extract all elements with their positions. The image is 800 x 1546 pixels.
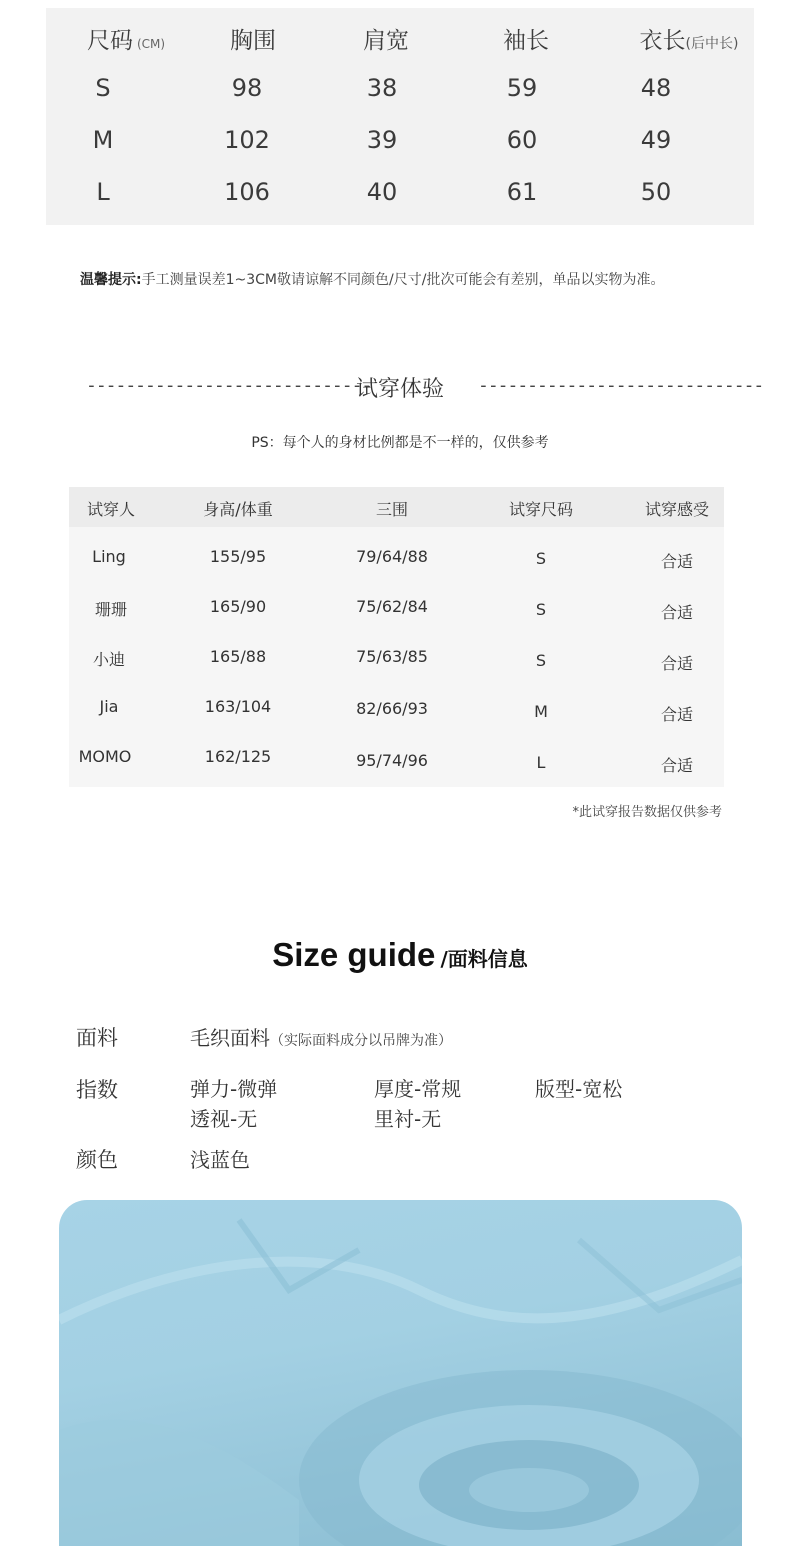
tryon-cell: 165/90: [209, 597, 267, 616]
size-cell: 106: [224, 178, 270, 206]
tryon-cell: 79/64/88: [356, 547, 428, 566]
tryon-header-height-weight: 身高/体重: [203, 500, 273, 519]
fabric-note: （实际面料成分以吊牌为准）: [270, 1033, 452, 1049]
size-cell: 38: [366, 74, 398, 102]
tryon-cell: Jia: [99, 697, 119, 716]
tryon-cell: 合适: [660, 552, 693, 571]
tryon-title: 试穿体验: [355, 377, 444, 402]
size-guide-subtitle: /面料信息: [440, 947, 528, 971]
tryon-cell: 75/62/84: [356, 597, 428, 616]
tryon-cell: 155/95: [209, 547, 267, 566]
size-table-header-shoulder: 肩宽: [363, 28, 409, 54]
tryon-header-person: 试穿人: [86, 500, 135, 519]
size-table-header-sleeve: 袖长: [503, 28, 549, 54]
left-dashed-divider: -----------------------------: [86, 375, 372, 396]
index-lining: 里衬-无: [374, 1107, 442, 1131]
color-value: 浅蓝色: [190, 1148, 250, 1172]
index-elasticity: 弹力-微弹: [190, 1077, 278, 1101]
tryon-cell: S: [535, 549, 547, 568]
size-cell: 40: [366, 178, 398, 206]
tryon-cell: L: [536, 753, 546, 772]
tip-text: 手工测量误差1~3CM敬请谅解不同颜色/尺寸/批次可能会有差别，单品以实物为准。: [141, 272, 665, 288]
size-table-header-length: 衣长(后中长): [639, 28, 739, 54]
size-cell: 102: [224, 126, 270, 154]
size-cell: 50: [640, 178, 672, 206]
size-cell: 59: [506, 74, 538, 102]
size-table-header-size: 尺码 (CM): [86, 28, 166, 54]
size-guide-heading: [0, 936, 800, 974]
tryon-header-feel: 试穿感受: [644, 500, 709, 519]
size-guide-title: Size guide: [272, 936, 436, 973]
size-cell: 60: [506, 126, 538, 154]
tryon-header-measurements: 三围: [375, 500, 408, 519]
tryon-cell: MOMO: [78, 747, 132, 766]
tryon-report-note: *此试穿报告数据仅供参考: [572, 805, 722, 820]
tryon-ps-note: PS：每个人的身材比例都是不一样的，仅供参考: [251, 435, 549, 451]
size-cell: L: [96, 178, 110, 206]
tryon-cell: 合适: [660, 603, 693, 622]
size-cell: 48: [640, 74, 672, 102]
tryon-cell: 珊珊: [94, 600, 127, 619]
color-label: 颜色: [76, 1148, 118, 1172]
size-table: [46, 8, 754, 225]
fabric-value: 毛织面料（实际面料成分以吊牌为准）: [190, 1026, 452, 1050]
tryon-cell: 95/74/96: [356, 751, 428, 770]
tryon-cell: S: [535, 651, 547, 670]
tryon-cell: 162/125: [204, 747, 272, 766]
tryon-cell: 小迪: [92, 650, 125, 669]
right-dashed-divider: -----------------------------: [478, 375, 764, 396]
fabric-label: 面料: [76, 1026, 118, 1050]
size-cell: 39: [366, 126, 398, 154]
tryon-cell: 82/66/93: [356, 699, 428, 718]
tryon-cell: 合适: [660, 705, 693, 724]
measurement-tip: [80, 269, 664, 289]
fabric-closeup-image: [59, 1200, 742, 1546]
index-transparency: 透视-无: [190, 1107, 258, 1131]
size-cell: 98: [231, 74, 263, 102]
tryon-cell: M: [534, 702, 548, 721]
size-table-header-chest: 胸围: [230, 28, 276, 54]
tryon-cell: 163/104: [204, 697, 272, 716]
tryon-cell: Ling: [92, 547, 126, 566]
tryon-cell: 75/63/85: [356, 647, 428, 666]
size-cell: 49: [640, 126, 672, 154]
tryon-cell: S: [535, 600, 547, 619]
size-cell: M: [92, 126, 114, 154]
tryon-cell: 合适: [660, 756, 693, 775]
tryon-table: [69, 487, 724, 787]
index-label: 指数: [76, 1078, 118, 1102]
tip-label: 温馨提示:: [80, 272, 142, 288]
tryon-cell: 合适: [660, 654, 693, 673]
index-thickness: 厚度-常规: [374, 1077, 462, 1101]
size-cell: 61: [506, 178, 538, 206]
tryon-cell: 165/88: [209, 647, 267, 666]
tryon-header-size: 试穿尺码: [508, 500, 573, 519]
knit-texture: [59, 1200, 742, 1546]
size-cell: S: [95, 74, 111, 102]
index-fit: 版型-宽松: [535, 1077, 623, 1101]
